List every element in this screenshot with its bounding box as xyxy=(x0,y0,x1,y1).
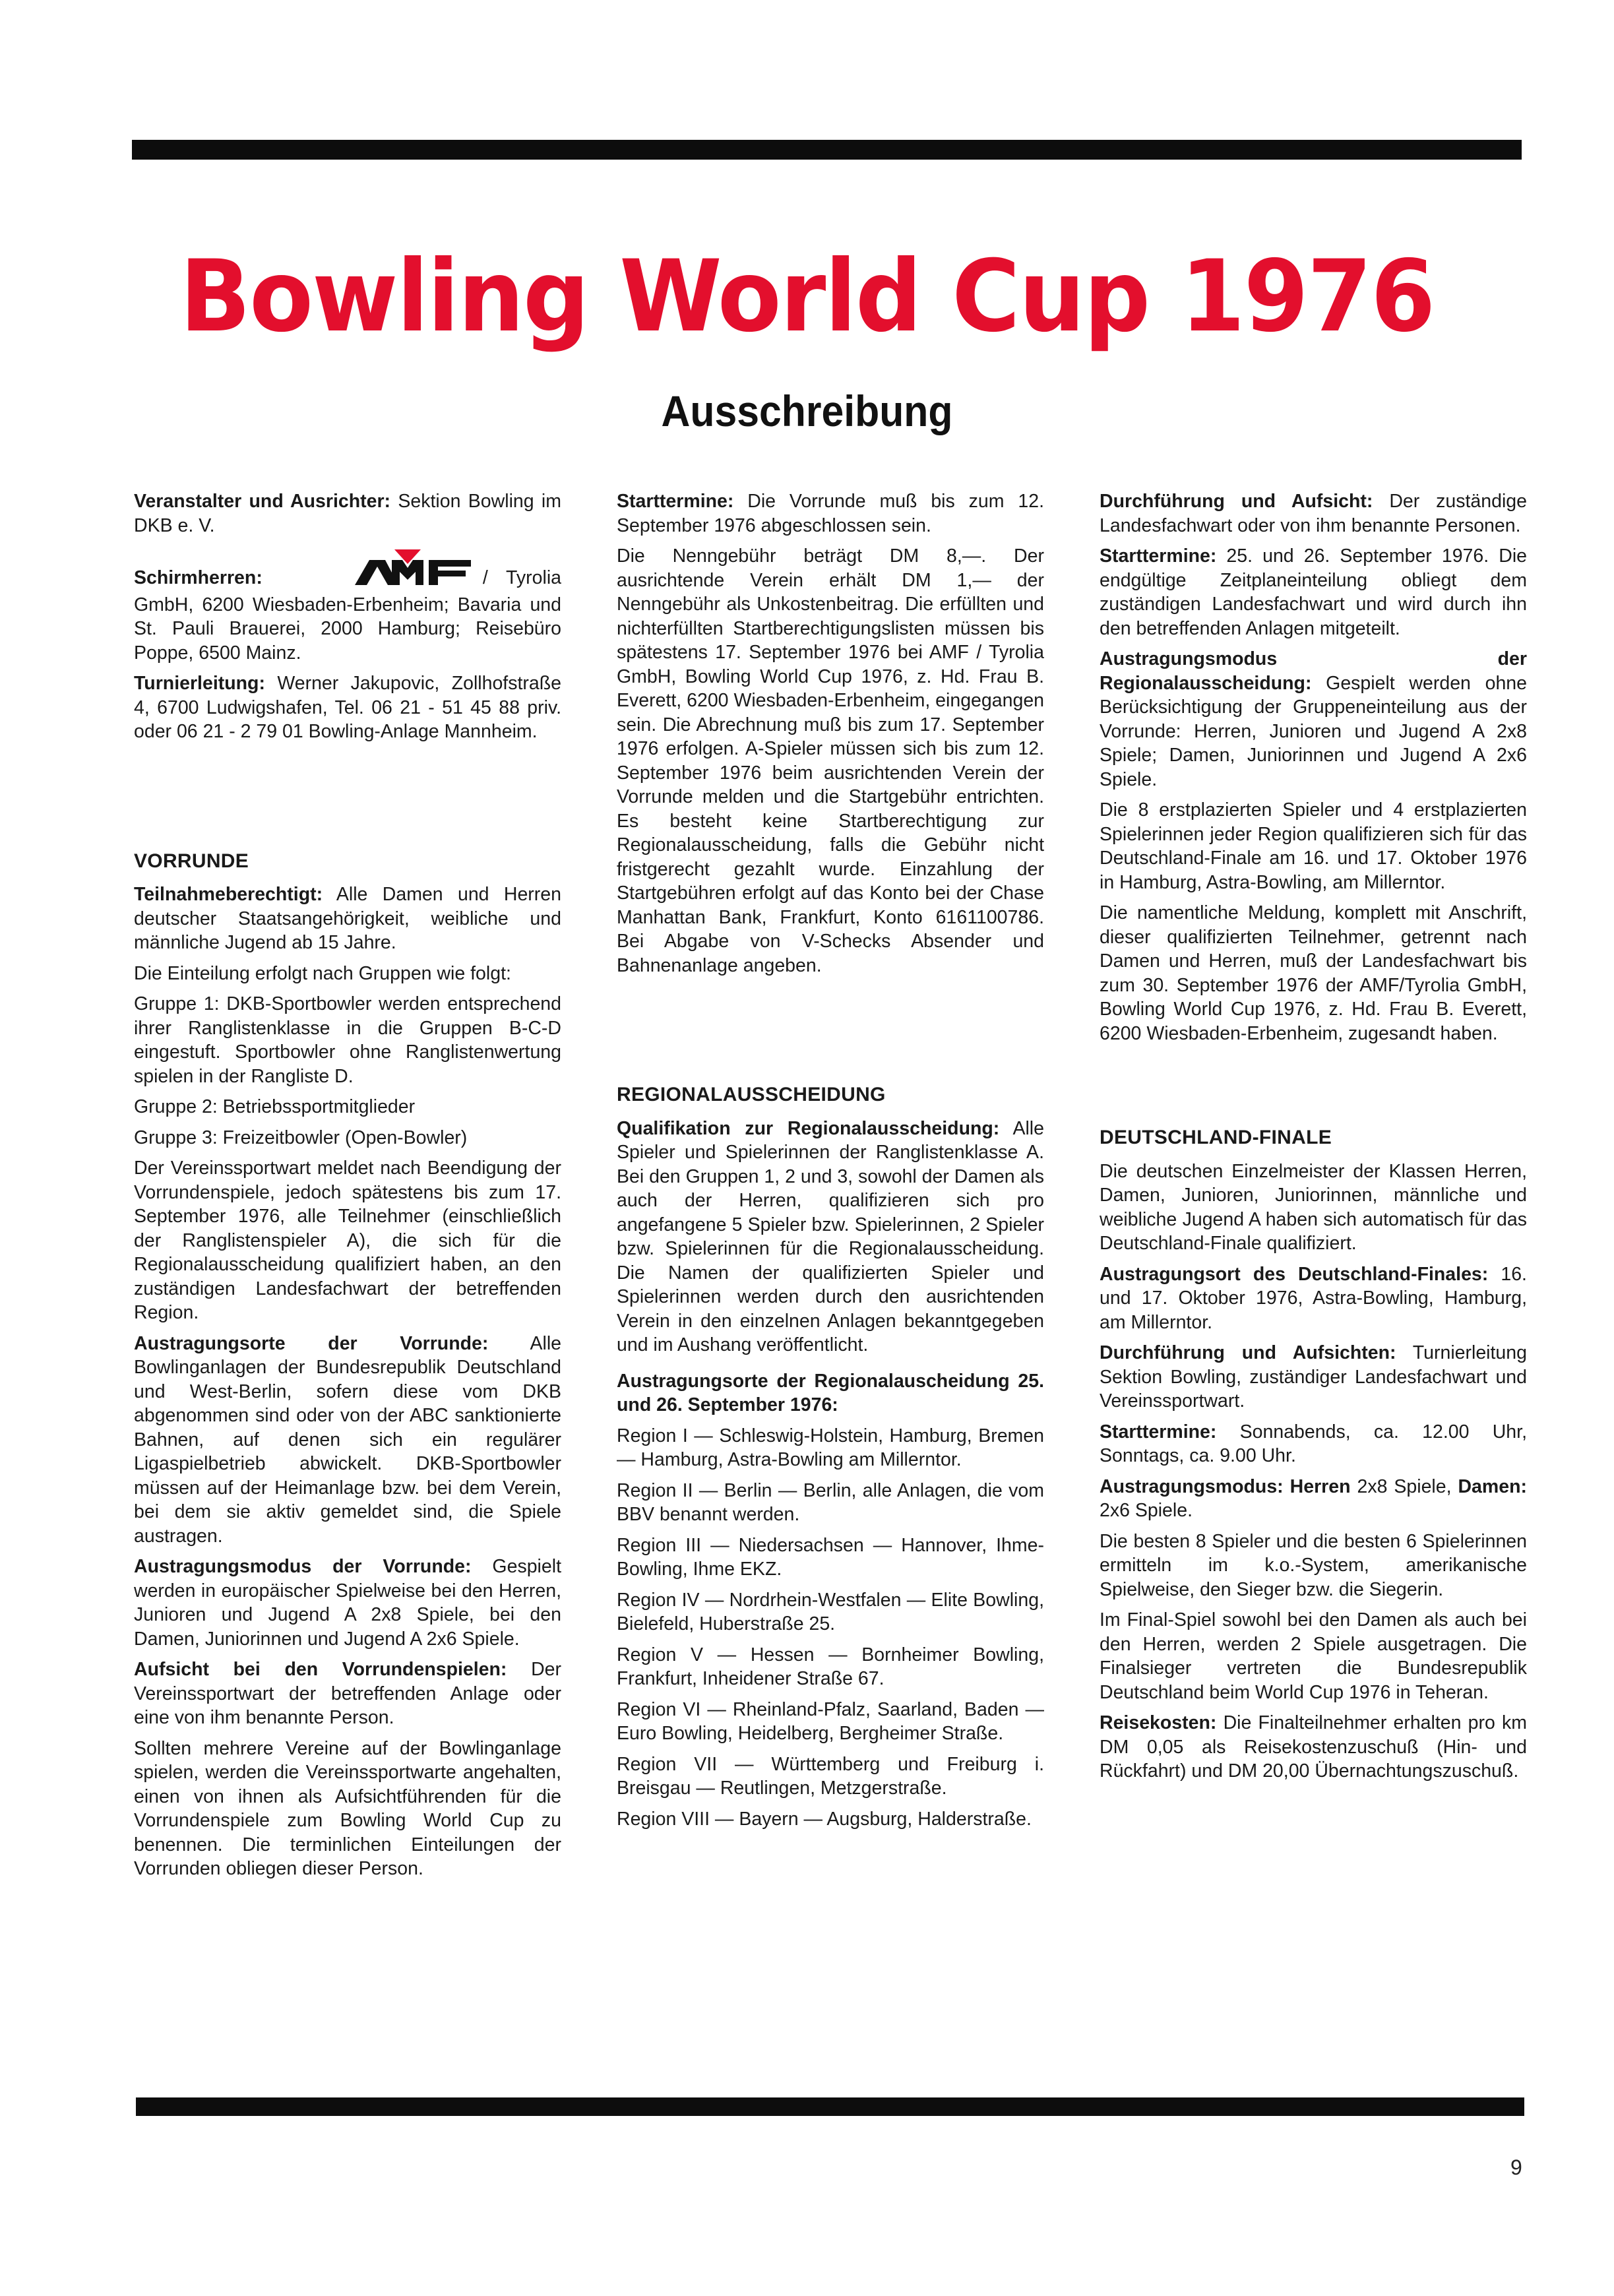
paragraph-meldung: Die namentliche Meldung, komplett mit Anschrift, dieser qualifizierten Teilnehmer, getrennt nach Damen und Herren, muß der Landesfachwart bis zum 30. September 1976 der AMF/Tyrolia GmbH, Bowling World Cup 1976, z. Hd. Frau B. Everett, 6200 Wiesbaden-Erbenheim, zugesandt haben. xyxy=(1100,902,1527,1044)
list-item-region: Region V — Hessen — Bornheimer Bowling, Frankfurt, Inheidener Straße 67. xyxy=(617,1644,1044,1689)
list-item-region: Region IV — Nordrhein-Westfalen — Elite Bowling, Bielefeld, Huberstraße 25. xyxy=(617,1589,1044,1634)
paragraph-einzelmeister: Die deutschen Einzelmeister der Klassen Herren, Damen, Junioren, Juniorinnen, männliche und weibliche Jugend A haben sich automatisch für das Deutschland-Finale qualifiziert. xyxy=(1100,1160,1527,1254)
paragraph-finalspiel: Im Final-Spiel sowohl bei den Damen als auch bei den Herren, werden 2 Spiele ausgetragen. Die Finalsieger vertreten die Bundesrepublik Deutschland beim World Cup 1976 in Teheran. xyxy=(1100,1609,1527,1703)
page-number: 9 xyxy=(1510,2156,1522,2179)
paragraph-aufsichten-finale: Durchführung und Aufsichten: Turnierleitung Sektion Bowling, zuständiger Landesfachwart und Vereinssportwart. xyxy=(1100,1342,1527,1412)
list-item-region: Region II — Berlin — Berlin, alle Anlagen, die vom BBV benannt werden. xyxy=(617,1479,1044,1525)
paragraph-gruppe-3: Gruppe 3: Freizeitbowler (Open-Bowler) xyxy=(134,1127,468,1148)
paragraph-austragungsorte-vorrunde: Austragungsorte der Vorrunde: Alle Bowlinganlagen der Bundesrepublik Deutschland und West-Berlin, sofern diese vom DKB abgenommen sind oder von der ABC sanktionierte Bahnen, auf denen sich ein regulärer Ligaspielbetrieb abwickelt. DKB-Sportbowler müssen auf der Heimanlage bzw. bei dem Verein, bei dem sie aktiv gemeldet sind, die Spiele austragen. xyxy=(134,1332,562,1547)
paragraph-teilnahme: Teilnahmeberechtigt: Alle Damen und Herren deutscher Staatsangehörigkeit, weibliche und männliche Jugend ab 15 Jahre. xyxy=(134,884,561,953)
paragraph-gruppe-1: Gruppe 1: DKB-Sportbowler werden entsprechend ihrer Ranglistenklasse in die Gruppen B-C-D eingestuft. Sportbowler ohne Ranglistenwertung spielen in der Rangliste D. xyxy=(134,993,561,1087)
page-title: Bowling World Cup 1976 xyxy=(179,239,1435,354)
page-subtitle: Ausschreibung xyxy=(661,387,953,435)
paragraph-schirmherren: Schirmherren: / Tyrolia GmbH, 6200 Wiesbaden-Erbenheim; Bavaria und St. Pauli Brauerei, 2000 Hamburg; Reisebüro Poppe, 6500 Mainz. xyxy=(134,549,561,665)
paragraph-qualifikation: Qualifikation zur Regionalausscheidung: Alle Spieler und Spielerinnen der Ranglistenklasse A. Bei den Gruppen 1, 2 und 3, sowohl der Damen als auch der Herren, qualifizieren sich pro angefangene 5 Spieler bzw. Spielerinnen, 2 Spieler bzw. Spielerinnen für die Regionalausscheidung. Die Namen der qualifizierten Spieler und Spielerinnen werden durch den ausrichtenden Verein in den einzelnen Anlagen bekanntgegeben und im Aushang veröffentlicht. xyxy=(617,1117,1044,1355)
bottom-rule xyxy=(136,2097,1524,2116)
paragraph-mehrere-vereine: Sollten mehrere Vereine auf der Bowlinganlage spielen, werden die Vereinssportwarte angehalten, einen von ihnen als Aufsichtführenden für die Vorrundenspiele zum Bowling World Cup zu benennen. Die terminlichen Einteilungen der Vorrunden obliegen dieser Person. xyxy=(134,1737,561,1879)
paragraph-nenngebuehr: Die Nenngebühr beträgt DM 8,—. Der ausrichtende Verein erhält DM 1,— der Nenngebühr als Unkostenbeitrag. Die erfüllten und nichterfüllten Startberechtigungslisten müssen bis spätestens 17. September 1976 bei AMF / Tyrolia GmbH, Bowling World Cup 1976, z. Hd. Frau B. Everett, 6200 Wiesbaden-Erbenheim, eingegangen sein. Die Abrechnung muß bis zum 17. September 1976 erfolgen. A-Spieler müssen sich bis zum 12. September 1976 beim ausrichtenden Verein der Vorrunde melden und die Startgebühr entrichten. Es besteht keine Startberechtigung zur Regionalausscheidung, falls die Gebühr nicht fristgerecht gezahlt wurde. Einzahlung der Startgebühren erfolgt auf das Konto bei der Chase Manhattan Bank, Frankfurt, Konto 6161100786. Bei Abgabe von V-Schecks Absender und Bahnenanlage angeben. xyxy=(617,545,1045,976)
amf-logo-icon xyxy=(355,549,474,593)
paragraph-vereinssportwart: Der Vereinssportwart meldet nach Beendigung der Vorrundenspiele, jedoch spätestens bis zum 17. September 1976, alle Teilnehmer (einschließlich der Ranglistenspieler A), die sich für die Regionalausscheidung qualifiziert haben, an den zuständigen Landesfachwart der betreffenden Region. xyxy=(134,1158,561,1323)
paragraph-austragungsmodus-vorrunde: Austragungsmodus der Vorrunde: Gespielt werden in europäischer Spielweise bei den Herren, Junioren und Jugend A 2x8 Spiele, bei den Damen, Juniorinnen und Jugend A 2x6 Spiele. xyxy=(134,1556,561,1650)
list-item-region: Region VII — Württemberg und Freiburg i. Breisgau — Reutlingen, Metzgerstraße. xyxy=(617,1753,1044,1799)
column-3 xyxy=(1100,489,1527,1790)
paragraph-austragungsort-finale: Austragungsort des Deutschland-Finales: 16. und 17. Oktober 1976, Astra-Bowling, Hamburg, am Millerntor. xyxy=(1100,1263,1527,1333)
paragraph-starttermine-finale: Starttermine: Sonnabends, ca. 12.00 Uhr, Sonntags, ca. 9.00 Uhr. xyxy=(1100,1421,1527,1466)
paragraph-austragungsmodus-regional: Austragungsmodus der Regionalausscheidung: Gespielt werden ohne Berücksichtigung der Gruppeneinteilung aus der Vorrunde: Herren, Junioren und Jugend A 2x8 Spiele; Damen, Juniorinnen und Jugend A 2x6 Spiele. xyxy=(1100,648,1527,790)
column-2 xyxy=(617,489,1044,1838)
paragraph-aufsicht-vorrunde: Aufsicht bei den Vorrundenspielen: Der Vereinssportwart der betreffenden Anlage oder eine von ihm benannte Person. xyxy=(134,1659,561,1728)
paragraph-erstplazierten: Die 8 erstplazierten Spieler und 4 erstplazierten Spielerinnen jeder Region qualifizieren sich für das Deutschland-Finale am 16. und 17. Oktober 1976 in Hamburg, Astra-Bowling, am Millerntor. xyxy=(1100,799,1527,893)
column-1 xyxy=(134,489,561,1888)
paragraph-durchfuehrung-aufsicht: Durchführung und Aufsicht: Der zuständige Landesfachwart oder von ihm benannte Personen. xyxy=(1100,491,1527,536)
paragraph-veranstalter: Veranstalter und Ausrichter: Sektion Bowling im DKB e. V. xyxy=(134,491,562,536)
paragraph-orte-heading: Austragungsorte der Regionalauscheidung 25. und 26. September 1976: xyxy=(617,1370,1044,1415)
paragraph-reisekosten: Reisekosten: Die Finalteilnehmer erhalten pro km DM 0,05 als Reisekostenzuschuß (Hin- und Rückfahrt) und DM 20,00 Übernachtungszuschuß. xyxy=(1100,1712,1527,1782)
section-heading-vorrunde: VORRUNDE xyxy=(134,850,249,872)
list-item-region: Region VIII — Bayern — Augsburg, Halderstraße. xyxy=(617,1808,1032,1830)
paragraph-besten: Die besten 8 Spieler und die besten 6 Spielerinnen ermitteln im k.o.-System, amerikanische Spielweise, den Sieger bzw. die Siegerin. xyxy=(1100,1530,1527,1600)
section-heading-regionalausscheidung: REGIONALAUSSCHEIDUNG xyxy=(617,1084,886,1105)
paragraph-starttermine-regional: Starttermine: 25. und 26. September 1976. Die endgültige Zeitplaneinteilung obliegt dem zuständigen Landesfachwart und wird durch ihn den betreffenden Anlagen mitgeteilt. xyxy=(1100,545,1527,639)
paragraph-austragungsmodus-finale: Austragungsmodus: Herren 2x8 Spiele, Damen: 2x6 Spiele. xyxy=(1100,1475,1527,1521)
list-item-region: Region I — Schleswig-Holstein, Hamburg, Bremen — Hamburg, Astra-Bowling am Millerntor. xyxy=(617,1425,1044,1470)
top-rule xyxy=(132,140,1522,160)
section-heading-deutschland-finale: DEUTSCHLAND-FINALE xyxy=(1100,1127,1332,1148)
paragraph-turnierleitung: Turnierleitung: Werner Jakupovic, Zollhofstraße 4, 6700 Ludwigshafen, Tel. 06 21 - 51 45 88 priv. oder 06 21 - 2 79 01 Bowling-Anlage Mannheim. xyxy=(134,673,561,742)
paragraph-einteilung: Die Einteilung erfolgt nach Gruppen wie folgt: xyxy=(134,962,511,984)
paragraph-gruppe-2: Gruppe 2: Betriebssportmitglieder xyxy=(134,1096,416,1117)
list-item-region: Region VI — Rheinland-Pfalz, Saarland, Baden — Euro Bowling, Heidelberg, Bergheimer Straße. xyxy=(617,1698,1044,1744)
list-item-region: Region III — Niedersachsen — Hannover, Ihme-Bowling, Ihme EKZ. xyxy=(617,1534,1044,1580)
paragraph-starttermine-vorrunde: Starttermine: Die Vorrunde muß bis zum 12. September 1976 abgeschlossen sein. xyxy=(617,491,1044,536)
